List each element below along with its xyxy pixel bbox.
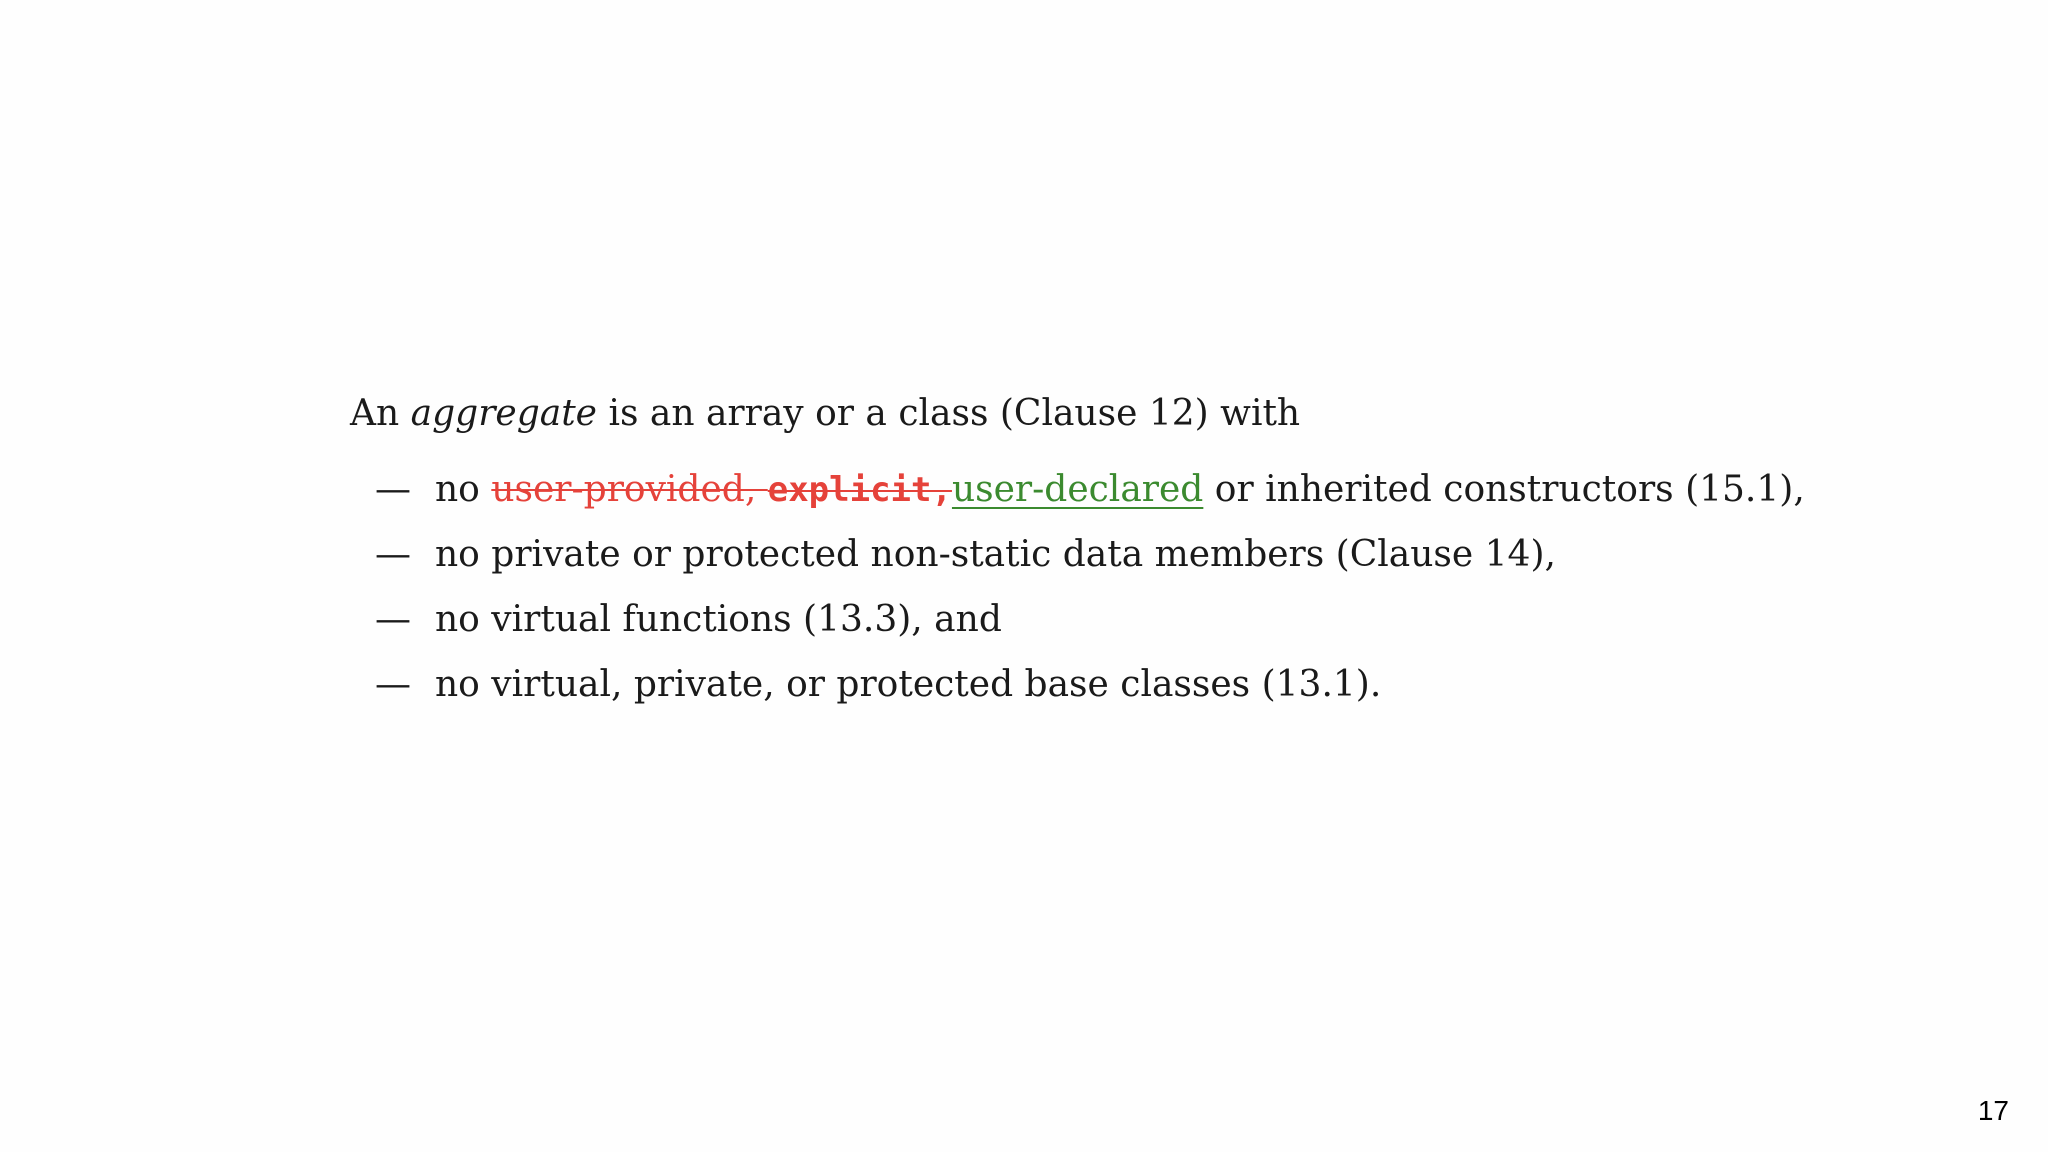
deleted-text: user-provided, [491, 469, 768, 510]
list-dash: — [375, 664, 411, 705]
list-item [350, 664, 1805, 732]
item-after: or inherited constructors (15.1), [1203, 469, 1805, 510]
list-dash: — [375, 534, 411, 575]
intro-before: An [350, 393, 411, 434]
intro-emphasis: aggregate [410, 393, 597, 434]
page-number: 17 [1977, 1095, 2009, 1126]
list-item-text [435, 469, 1805, 510]
definition-text [350, 393, 1805, 732]
list-item-text: no virtual, private, or protected base classes (13.1). [435, 664, 1382, 705]
intro-after: is an array or a class (Clause 12) with [597, 393, 1301, 434]
list-item [350, 469, 1805, 537]
list-dash: — [375, 469, 411, 510]
list-item-text: no private or protected non-static data members (Clause 14), [435, 534, 1556, 575]
item-before: no [435, 469, 492, 510]
list-item [350, 599, 1805, 667]
deleted-keyword: explicit, [767, 470, 952, 510]
requirements-list [350, 469, 1805, 732]
list-item-text: no virtual functions (13.3), and [435, 599, 1002, 640]
list-item [350, 534, 1805, 602]
inserted-text: user-declared [951, 469, 1204, 510]
list-dash: — [375, 599, 411, 640]
intro-sentence [350, 393, 1805, 450]
